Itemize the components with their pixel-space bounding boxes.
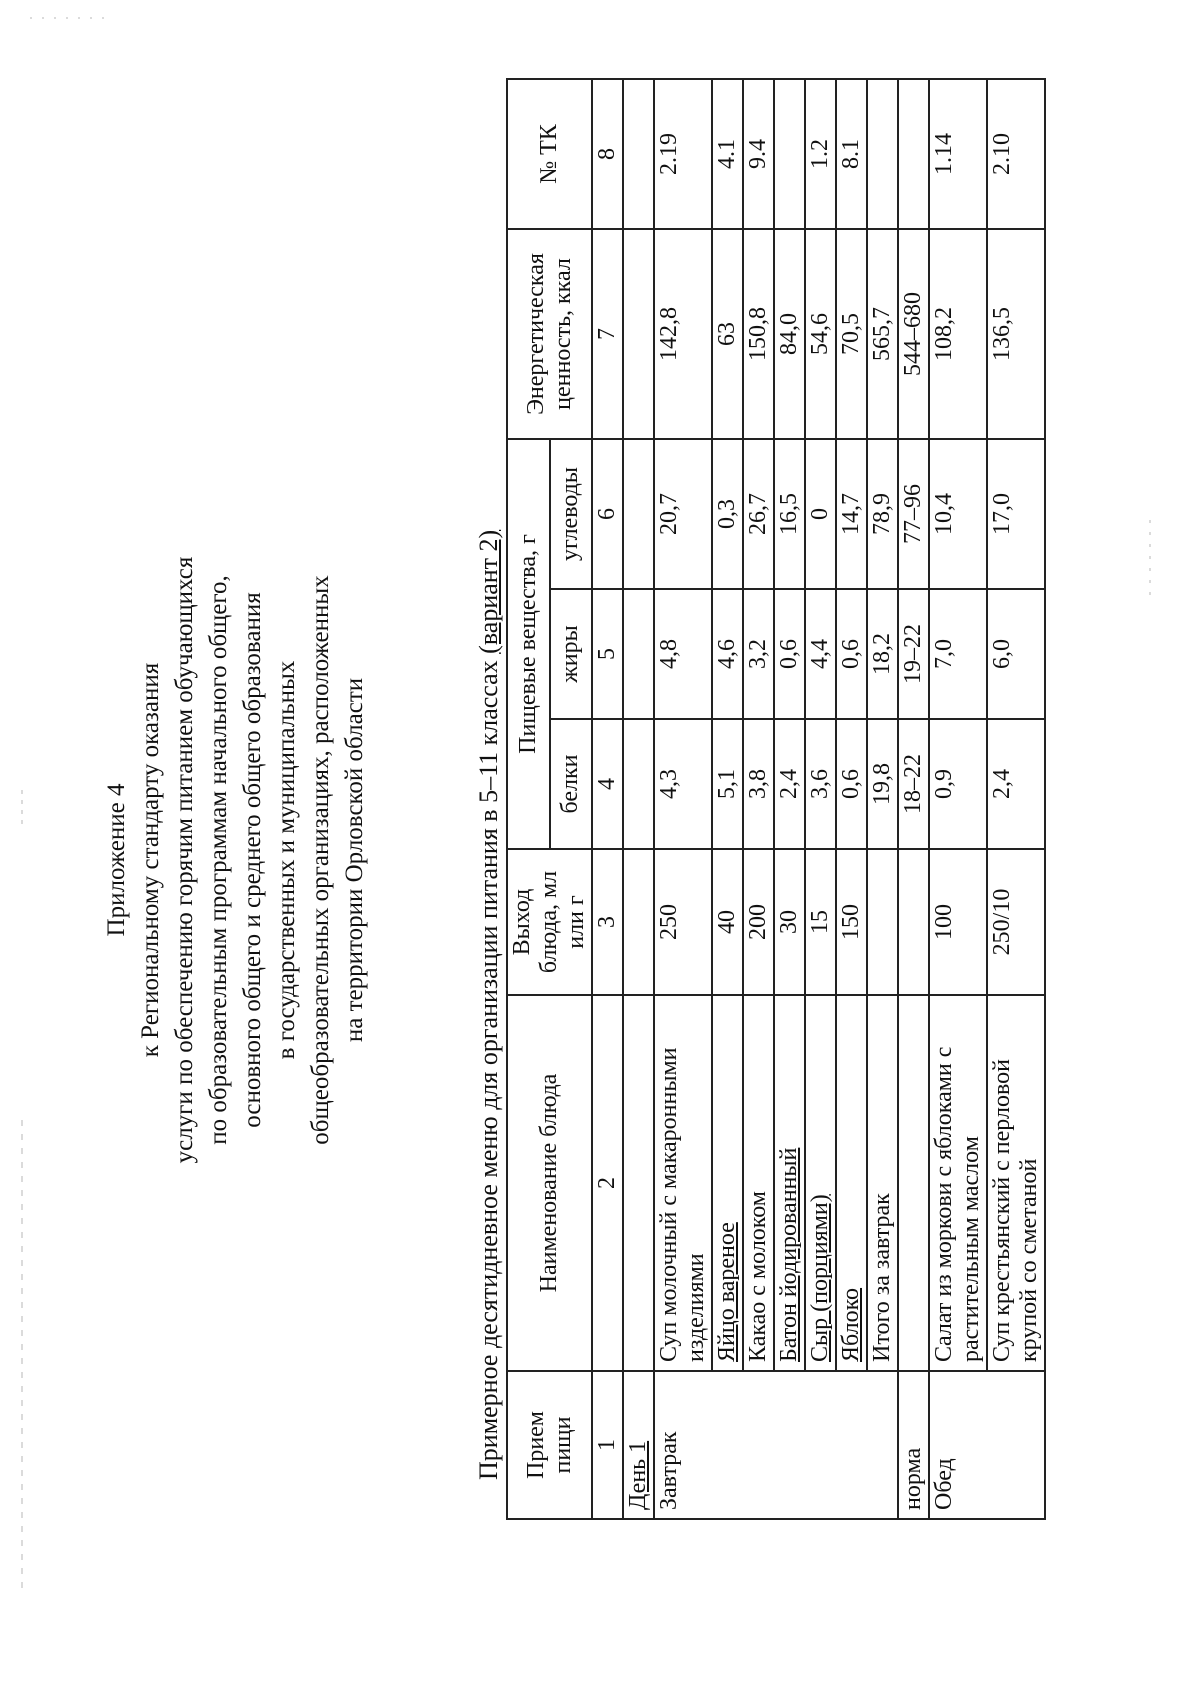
norm-label: норма: [898, 1371, 929, 1519]
empty-cell: [867, 849, 898, 995]
dish-tk: 9.4: [743, 79, 774, 229]
dish-energy: 63: [712, 229, 743, 439]
header-fat: жиры: [550, 589, 593, 719]
empty-cell: [898, 995, 929, 1371]
dish-output: 30: [774, 849, 805, 995]
header-line: услуги по обеспечению горячим питанием обучающихся: [171, 556, 198, 1164]
menu-title-variant: (вариант 2): [474, 529, 503, 654]
header-line: основного общего и среднего общего образования: [239, 592, 266, 1128]
empty-cell: [898, 79, 929, 229]
dish-carbs: 10,4: [929, 439, 987, 589]
empty-cell: [623, 995, 654, 1371]
menu-title: [474, 530, 504, 1480]
dish-tk: 2.19: [654, 79, 712, 229]
rotated-page: [60, 70, 1120, 1650]
total-fat: 18,2: [867, 589, 898, 719]
header-line: по образовательным программам начального общего,: [205, 575, 232, 1145]
table-row: [743, 79, 774, 1519]
dish-energy: 142,8: [654, 229, 712, 439]
dish-name: Какао с молоком: [743, 995, 774, 1371]
norm-fat: 19–22: [898, 589, 929, 719]
dish-fat: 4,8: [654, 589, 712, 719]
dish-tk: 4.1: [712, 79, 743, 229]
dish-energy: 84,0: [774, 229, 805, 439]
dish-name: Салат из моркови с яблоками с растительным маслом: [929, 995, 987, 1371]
dish-output: 200: [743, 849, 774, 995]
column-number: 7: [592, 229, 623, 439]
dish-output: 15: [805, 849, 836, 995]
header-line: к Региональному стандарту оказания: [137, 662, 164, 1058]
menu-table: [506, 78, 1046, 1520]
empty-cell: [623, 849, 654, 995]
dish-protein: 2,4: [774, 719, 805, 849]
meal-breakfast: Завтрак: [654, 1371, 898, 1519]
day-row: [623, 79, 654, 1519]
dish-fat: 7,0: [929, 589, 987, 719]
dish-tk: 8.1: [836, 79, 867, 229]
menu-title-main: Примерное десятидневное меню для организации питания в 5–11 классах: [474, 653, 503, 1480]
dish-carbs: 20,7: [654, 439, 712, 589]
empty-cell: [623, 229, 654, 439]
table-row: [774, 79, 805, 1519]
table-row: [987, 79, 1045, 1519]
table-row: [805, 79, 836, 1519]
header-carbs: углеводы: [550, 439, 593, 589]
total-energy: 565,7: [867, 229, 898, 439]
dish-carbs: 17,0: [987, 439, 1045, 589]
total-carbs: 78,9: [867, 439, 898, 589]
dish-energy: 70,5: [836, 229, 867, 439]
norm-carbs: 77–96: [898, 439, 929, 589]
dish-carbs: 0: [805, 439, 836, 589]
column-number: 3: [592, 849, 623, 995]
dish-name: Батон йодированный: [774, 995, 805, 1371]
dish-carbs: 16,5: [774, 439, 805, 589]
empty-cell: [623, 719, 654, 849]
dish-name: Суп молочный с макаронными изделиями: [654, 995, 712, 1371]
header-row: [507, 79, 550, 1519]
header-line: Приложение 4: [103, 783, 130, 937]
table-row: [836, 79, 867, 1519]
dish-protein: 5,1: [712, 719, 743, 849]
dish-energy: 54,6: [805, 229, 836, 439]
column-number: 1: [592, 1371, 623, 1519]
dish-name: Яблоко: [836, 995, 867, 1371]
header-tk: № ТК: [507, 79, 592, 229]
empty-cell: [898, 849, 929, 995]
dish-carbs: 14,7: [836, 439, 867, 589]
column-number: 4: [592, 719, 623, 849]
dish-energy: 150,8: [743, 229, 774, 439]
header-dish: Наименование блюда: [507, 995, 592, 1371]
total-protein: 19,8: [867, 719, 898, 849]
header-protein: белки: [550, 719, 593, 849]
total-label: Итого за завтрак: [867, 995, 898, 1371]
dish-protein: 0,6: [836, 719, 867, 849]
document-header: [100, 70, 372, 1650]
dish-output: 150: [836, 849, 867, 995]
table-row: [929, 79, 987, 1519]
table-row: [712, 79, 743, 1519]
column-number: 6: [592, 439, 623, 589]
dish-protein: 3,8: [743, 719, 774, 849]
dish-energy: 136,5: [987, 229, 1045, 439]
empty-cell: [623, 589, 654, 719]
norm-energy: 544–680: [898, 229, 929, 439]
dish-name: Суп крестьянский с перловой крупой со сметаной: [987, 995, 1045, 1371]
dish-output: 250: [654, 849, 712, 995]
empty-cell: [867, 79, 898, 229]
day-label: День 1: [623, 1371, 654, 1519]
dish-tk: 2.10: [987, 79, 1045, 229]
dish-protein: 2,4: [987, 719, 1045, 849]
header-line: на территории Орловской области: [341, 677, 368, 1043]
dish-fat: 6,0: [987, 589, 1045, 719]
column-number-row: [592, 79, 623, 1519]
column-number: 8: [592, 79, 623, 229]
dish-fat: 3,2: [743, 589, 774, 719]
dish-tk: 1.14: [929, 79, 987, 229]
dish-carbs: 26,7: [743, 439, 774, 589]
header-output: Выход блюда, мл или г: [507, 849, 592, 995]
dish-fat: 0,6: [836, 589, 867, 719]
header-energy: Энергетическая ценность, ккал: [507, 229, 592, 439]
header-line: общеобразовательных организациях, расположенных: [307, 575, 334, 1145]
dish-protein: 0,9: [929, 719, 987, 849]
dish-carbs: 0,3: [712, 439, 743, 589]
total-row: [867, 79, 898, 1519]
dish-output: 250/10: [987, 849, 1045, 995]
column-number: 5: [592, 589, 623, 719]
meal-lunch: Обед: [929, 1371, 1045, 1519]
header-meal: Прием пищи: [507, 1371, 592, 1519]
header-line: в государственных и муниципальных: [273, 660, 300, 1060]
header-nutrients: Пищевые вещества, г: [507, 439, 550, 849]
empty-cell: [623, 439, 654, 589]
dish-fat: 4,4: [805, 589, 836, 719]
dish-output: 40: [712, 849, 743, 995]
norm-protein: 18–22: [898, 719, 929, 849]
dish-fat: 0,6: [774, 589, 805, 719]
dish-protein: 4,3: [654, 719, 712, 849]
empty-cell: [623, 79, 654, 229]
dish-tk: [774, 79, 805, 229]
table-row: [654, 79, 712, 1519]
dish-fat: 4,6: [712, 589, 743, 719]
norm-row: [898, 79, 929, 1519]
dish-protein: 3,6: [805, 719, 836, 849]
dish-energy: 108,2: [929, 229, 987, 439]
dish-output: 100: [929, 849, 987, 995]
dish-name: Сыр (порциями): [805, 995, 836, 1371]
dish-name: Яйцо вареное: [712, 995, 743, 1371]
dish-tk: 1.2: [805, 79, 836, 229]
column-number: 2: [592, 995, 623, 1371]
